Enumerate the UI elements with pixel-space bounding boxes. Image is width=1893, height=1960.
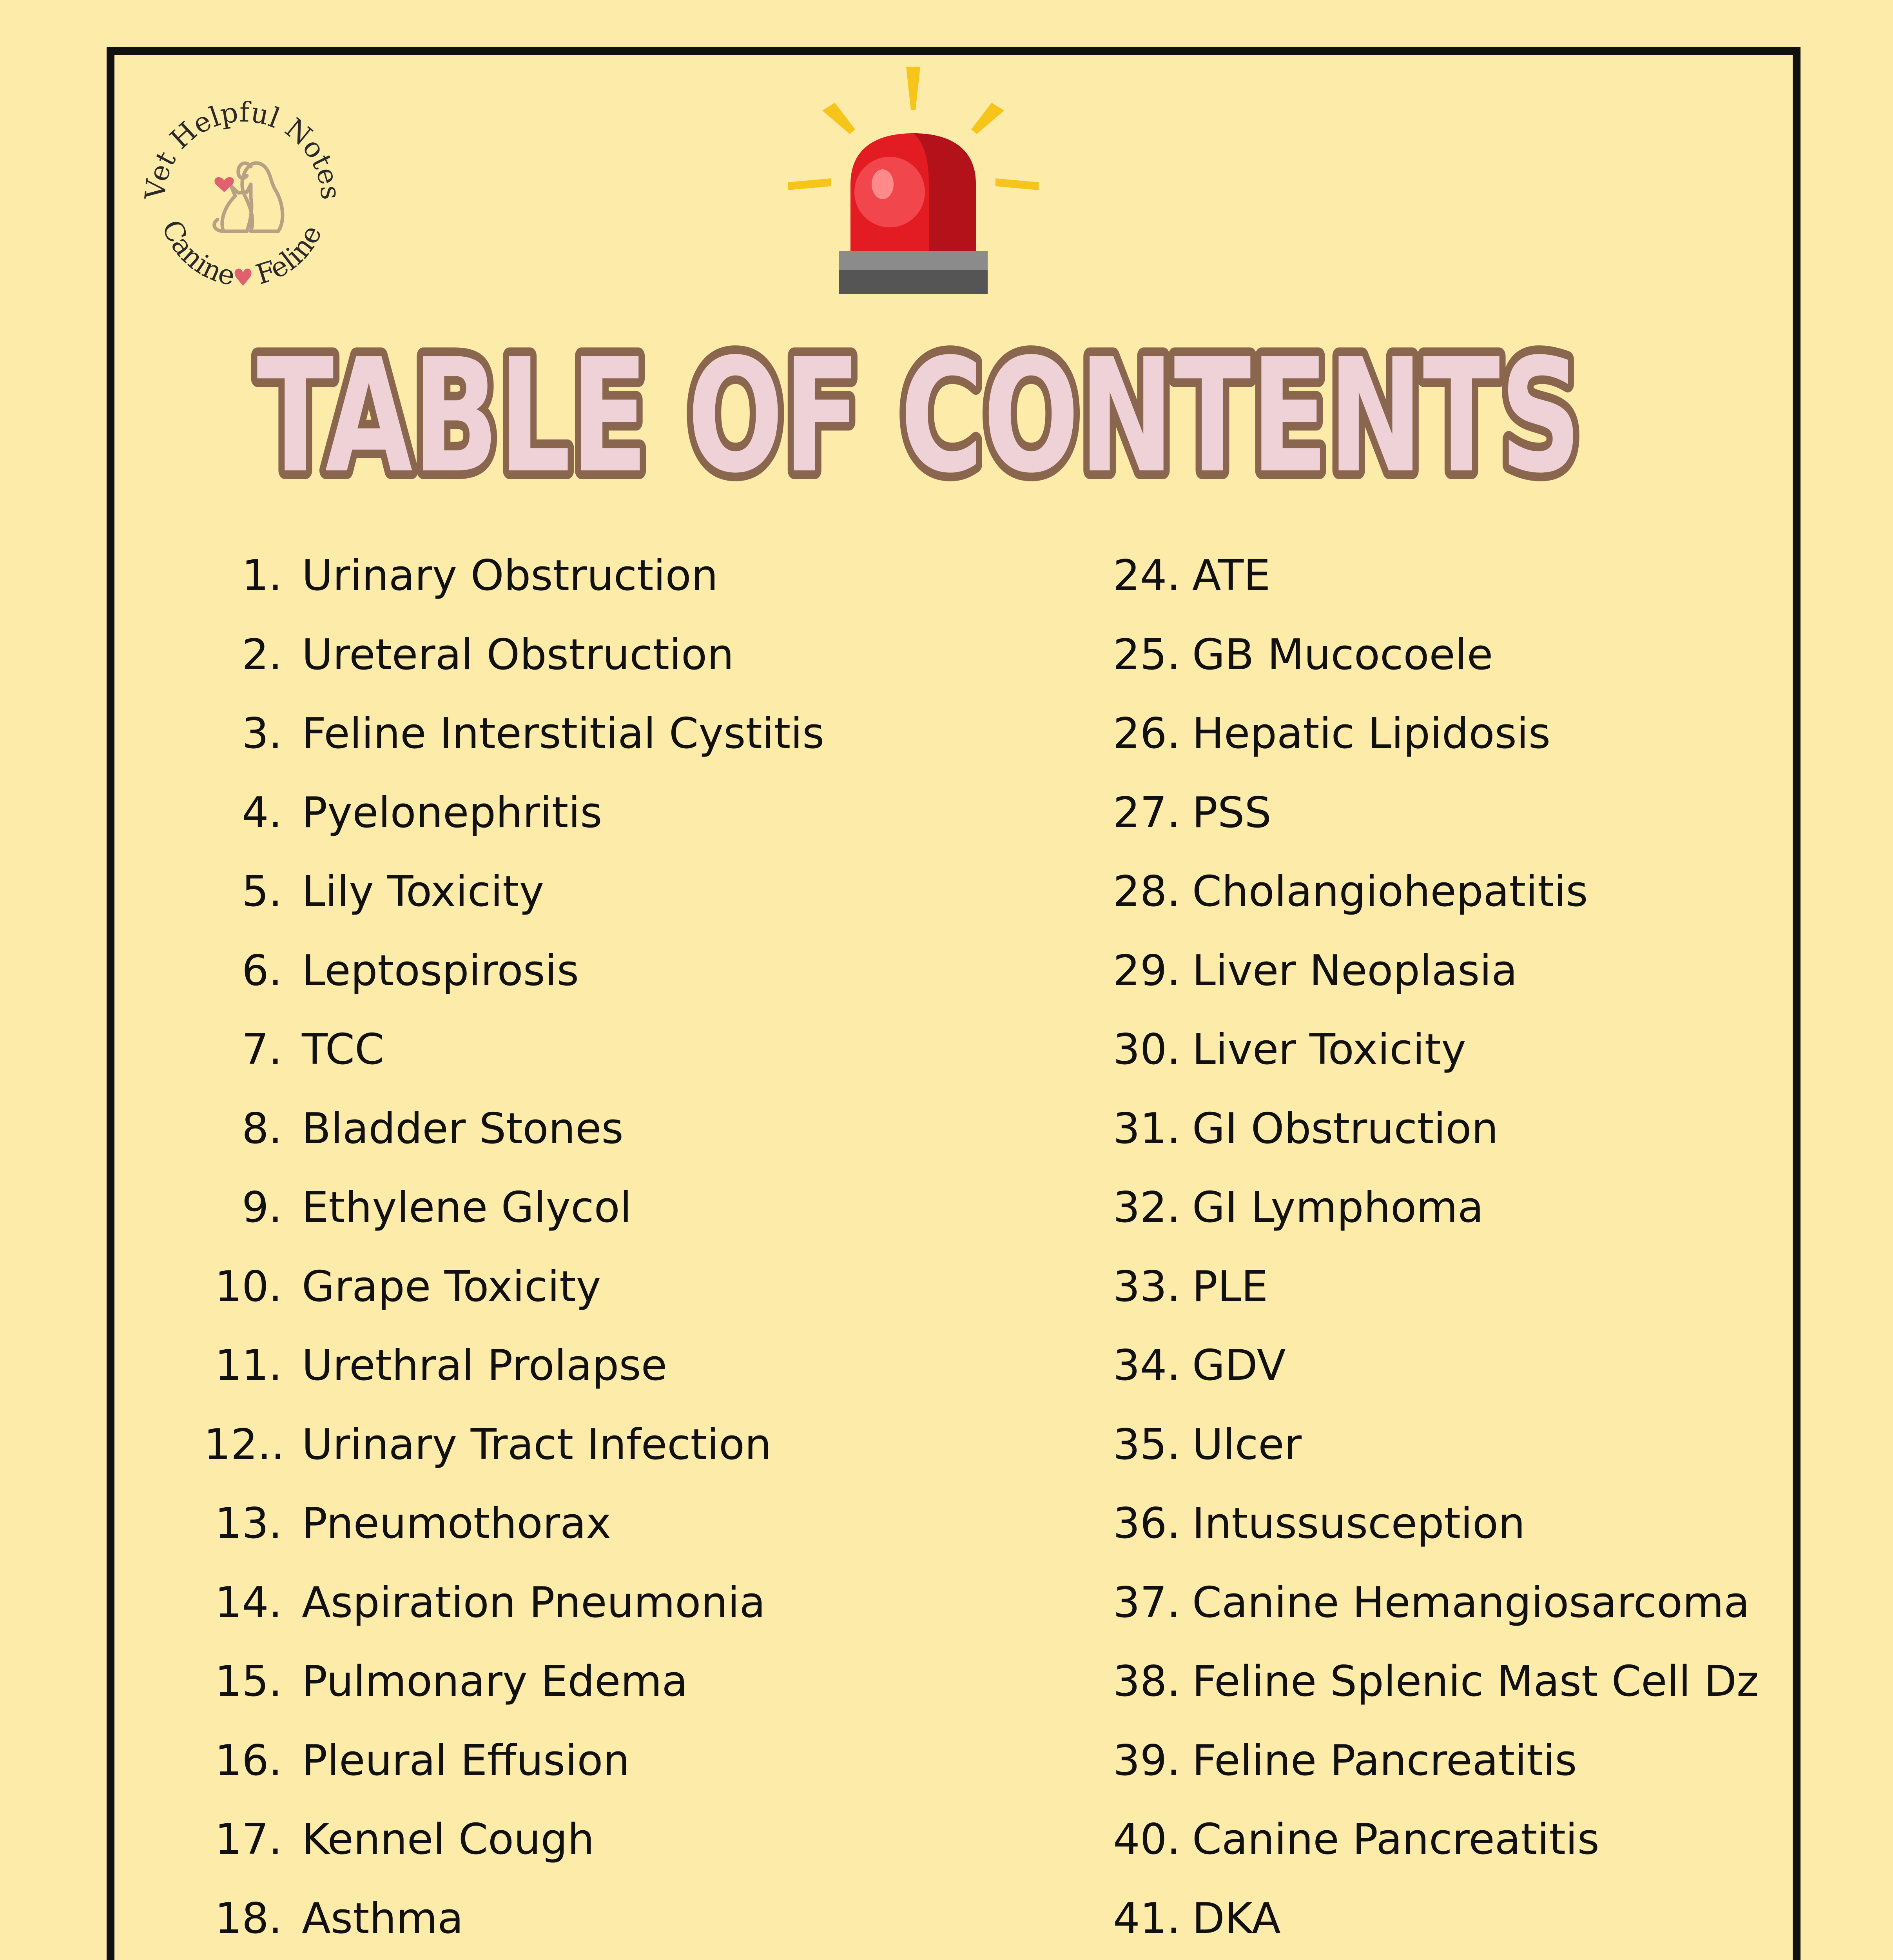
toc-entry-label: Urethral Prolapse [302,1341,667,1390]
toc-entry[interactable] [1113,1642,1779,1721]
toc-entry-label: Pyelonephritis [302,788,602,837]
toc-entry-label: TCC [302,1025,384,1074]
toc-entry-label: Liver Neoplasia [1192,946,1518,995]
toc-entry-number: 3. [241,709,282,758]
toc-entry[interactable] [204,1168,1066,1247]
toc-entry-number: 14. [215,1578,282,1627]
toc-entry[interactable] [1113,1247,1779,1327]
toc-entry-label: Canine Hemangiosarcoma [1192,1578,1750,1627]
toc-entry-number: 29. [1113,946,1180,995]
toc-entry[interactable] [204,931,1066,1011]
siren-base-top [839,251,988,270]
toc-entry-number: 30. [1113,1025,1180,1074]
toc-entry-number: 6. [241,946,282,995]
toc-entry-number: 1. [241,551,282,600]
toc-entry-label: DKA [1192,1894,1281,1943]
toc-entry[interactable] [1113,1168,1779,1247]
toc-entry[interactable] [1113,1326,1779,1405]
toc-entry-label: Pneumothorax [302,1499,611,1548]
toc-entry-number: 16. [215,1736,282,1785]
toc-entry-label: Ureteral Obstruction [302,630,734,679]
toc-entry-number: 4. [241,788,282,837]
toc-entry[interactable] [1113,1879,1779,1958]
toc-entry-number: 12.. [204,1420,285,1469]
toc-entry[interactable] [1113,773,1779,853]
dog-and-cat-icon [214,163,283,231]
toc-entry-number: 8. [241,1104,282,1153]
siren-ray-upper-left [822,103,855,134]
toc-entry-number: 15. [215,1657,282,1706]
logo-bottom-right-text: Feline [252,220,328,291]
logo-heart-icon: ♥ [232,264,254,292]
siren-ray-upper-right [971,103,1004,134]
toc-entry-number: 18. [215,1894,282,1943]
toc-entry[interactable] [204,852,1066,931]
vet-helpful-notes-logo [133,71,361,306]
siren-ray-right [995,178,1039,190]
toc-entry-label: Intussusception [1192,1499,1525,1548]
toc-entry[interactable] [204,1247,1066,1327]
toc-entry[interactable] [1113,1010,1779,1089]
toc-entry-number: 7. [241,1025,282,1074]
toc-entry-number: 2. [241,630,282,679]
toc-left-column [204,536,1066,1960]
toc-entry-number: 36. [1113,1499,1180,1548]
toc-entry[interactable] [204,1800,1066,1879]
toc-entry-number: 31. [1113,1104,1180,1153]
toc-entry[interactable] [204,1405,1066,1485]
toc-entry-label: Aspiration Pneumonia [302,1578,765,1627]
toc-entry[interactable] [1113,1958,1779,1960]
toc-entry-number: 35. [1113,1420,1180,1469]
toc-entry-label: Asthma [302,1894,464,1943]
toc-entry-label: Grape Toxicity [302,1262,601,1311]
toc-entry-label: Feline Splenic Mast Cell Dz [1192,1657,1759,1706]
toc-entry-number: 27. [1113,788,1180,837]
toc-entry-label: PSS [1192,788,1272,837]
toc-entry-label: GI Lymphoma [1192,1183,1484,1232]
toc-entry-number: 41. [1113,1894,1180,1943]
toc-entry-number: 25. [1113,630,1180,679]
page-title-text: TABLE OF CONTENTS [257,325,1581,502]
toc-entry[interactable] [1113,852,1779,931]
toc-entry-label: GDV [1192,1341,1286,1390]
toc-entry-number: 33. [1113,1262,1180,1311]
toc-entry-number: 13. [215,1499,282,1548]
toc-entry[interactable] [204,1958,1066,1960]
toc-entry[interactable] [1113,1089,1779,1169]
toc-entry[interactable] [204,1484,1066,1563]
toc-entry-number: 10. [215,1262,282,1311]
toc-entry-number: 40. [1113,1815,1180,1864]
toc-entry-number: 24. [1113,551,1180,600]
toc-entry-label: Bladder Stones [302,1104,624,1153]
toc-entry-number: 9. [241,1183,282,1232]
toc-entry-label: ATE [1192,551,1271,600]
toc-entry-label: Canine Pancreatitis [1192,1815,1599,1864]
logo-bottom-left-text: Canine [155,215,238,292]
toc-entry-number [204,1958,282,1960]
toc-entry-label: GB Mucocoele [1192,630,1493,679]
toc-entry-label: Feline Pancreatitis [1192,1736,1577,1785]
toc-entry[interactable] [1113,1800,1779,1879]
toc-entry-number: 32. [1113,1183,1180,1232]
toc-entry-label: Pulmonary Edema [302,1657,688,1706]
toc-entry-label: Urinary Tract Infection [302,1420,772,1469]
toc-entry-label: Feline Interstitial Cystitis [302,709,825,758]
toc-entry[interactable] [1113,1721,1779,1800]
toc-entry-number: 26. [1113,709,1180,758]
toc-right-column [1113,536,1779,1960]
page-title [0,314,1893,502]
toc-entry-label: GI Obstruction [1192,1104,1498,1153]
toc-entry-number: 28. [1113,867,1180,916]
toc-entry-number: 17. [215,1815,282,1864]
toc-entry[interactable] [1113,931,1779,1011]
toc-entry-label: Urinary Obstruction [302,551,718,600]
toc-entry[interactable] [204,1563,1066,1642]
toc-entry-label: Ethylene Glycol [302,1183,632,1232]
toc-entry-number: 5. [241,867,282,916]
toc-entry[interactable] [1113,1484,1779,1563]
siren-ray-top [906,67,920,110]
toc-entry-number: 37. [1113,1578,1180,1627]
toc-entry-label: Cholangiohepatitis [1192,867,1588,916]
toc-entry[interactable] [1113,536,1779,615]
logo-top-text: Vet Helpful Notes [139,96,347,201]
toc-entry-number: 39. [1113,1736,1180,1785]
toc-entry-label: Ulcer [1192,1420,1302,1469]
toc-entry-number: 38. [1113,1657,1180,1706]
toc-entry[interactable] [204,536,1066,615]
toc-entry-label: Kennel Cough [302,1815,595,1864]
toc-entry[interactable] [204,1721,1066,1800]
toc-entry[interactable] [1113,694,1779,773]
toc-entry-label: Lily Toxicity [302,867,544,916]
toc-entry-label: Leptospirosis [302,946,579,995]
toc-entry[interactable] [204,1089,1066,1169]
toc-entry-number: 34. [1113,1341,1180,1390]
red-siren-icon [780,67,1046,310]
toc-entry[interactable] [1113,1563,1779,1642]
siren-ray-left [788,178,831,190]
siren-base-bottom [839,270,988,294]
toc-entry[interactable] [204,615,1066,695]
toc-entry[interactable] [204,1010,1066,1089]
toc-entry[interactable] [204,1642,1066,1721]
toc-entry[interactable] [204,773,1066,853]
toc-entry[interactable] [1113,1405,1779,1485]
toc-entry-number: 11. [215,1341,282,1390]
toc-entry[interactable] [204,1326,1066,1405]
toc-entry[interactable] [204,694,1066,773]
toc-entry-label: PLE [1192,1262,1268,1311]
toc-entry[interactable] [1113,615,1779,695]
toc-entry-label: Hepatic Lipidosis [1192,709,1551,758]
toc-entry-label: Pleural Effusion [302,1736,630,1785]
toc-entry[interactable] [204,1879,1066,1958]
toc-entry-label: Liver Toxicity [1192,1025,1466,1074]
